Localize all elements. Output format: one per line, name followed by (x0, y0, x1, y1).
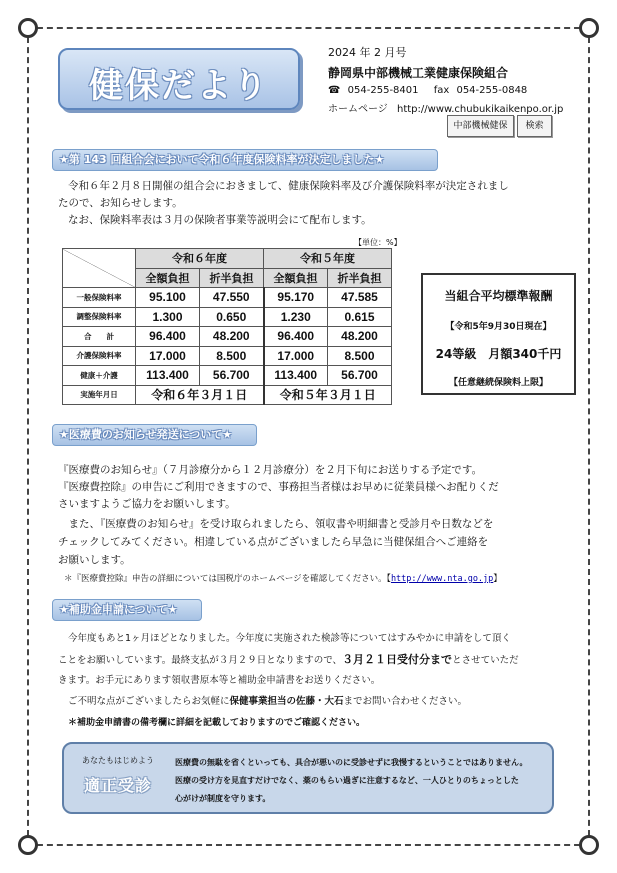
contact-person: 保健事業担当の佐藤・大石 (229, 696, 344, 707)
proper-visit-line-1: 医療費の無駄を省くといっても、具合が悪いのに受診せずに我慢するということではありません。 (175, 758, 528, 767)
table-cell: 48.200 (328, 327, 392, 347)
table-cell: 113.400 (264, 366, 328, 386)
table-cell: 17.000 (136, 346, 200, 366)
row-label: 一般保険料率 (63, 288, 136, 308)
section-heading-subsidy: ★補助金申請について★ (52, 599, 202, 621)
effective-date: 令和５年３月１日 (264, 385, 392, 405)
proper-visit-tag: あなたもはじめよう (82, 756, 154, 765)
rate-table (62, 248, 392, 405)
contact-line (328, 85, 531, 96)
table-cell: 113.400 (136, 366, 200, 386)
proper-visit-line-3: 心がけが制度を守ります。 (175, 794, 271, 803)
medical-note-text: ＊『医療費控除』申告の詳細については国税庁のホームページを確認してください。 (64, 574, 387, 584)
fax-label: fax (433, 85, 450, 96)
proper-visit-box (62, 742, 554, 814)
column-header: 全額負担 (264, 268, 328, 288)
fax-number: 054-255-0848 (456, 85, 528, 96)
table-cell: 95.100 (136, 288, 200, 308)
subsidy-line-1: 今年度もあと1ヶ月ほどとなりました。今年度に実施された検診等についてはすみやかに申請をして頂く (68, 633, 511, 644)
masthead-banner (58, 48, 300, 110)
medical-line-2: 『医療費控除』の申告にご利用できますので、事務担当者様はお早めに従業員様へお配りくだ (58, 481, 499, 493)
medical-note: ＊『医療費控除』申告の詳細については国税庁のホームページを確認してください。【http://www.nta.go.jp】 (64, 574, 502, 584)
rates-paragraph-1b: たので、お知らせします。 (58, 197, 183, 209)
table-row (63, 288, 392, 308)
table-cell: 56.700 (200, 366, 264, 386)
table-cell: 56.700 (328, 366, 392, 386)
subsidy-line-3: きます。お手元にあります領収書原本等と補助金申請書をお送りください。 (58, 675, 381, 686)
rates-paragraph-2: なお、保険料率表は３月の保険者事業等説明会にて配布します。 (68, 214, 372, 226)
homepage-url[interactable]: http://www.chubukikaikenpo.or.jp (397, 104, 564, 115)
table-cell: 0.650 (200, 307, 264, 327)
subsidy-line-2 (58, 651, 519, 669)
subsidy-line-2c: とさせていただ (452, 655, 519, 666)
corner-ornament (579, 835, 599, 855)
table-cell: 8.500 (200, 346, 264, 366)
table-cell: 8.500 (328, 346, 392, 366)
proper-visit-badge: 適正受診 (84, 776, 153, 795)
rates-paragraph-1a: 令和６年２月８日開催の組合会におきまして、健康保険料率及び介護保険料率が決定されまし (68, 180, 509, 192)
nta-link[interactable]: http://www.nta.go.jp (390, 574, 494, 584)
column-header: 全額負担 (136, 268, 200, 288)
issue-date: 2024 年 2 月号 (328, 46, 407, 59)
unit-label: 【単位：%】 (354, 238, 402, 247)
table-cell: 96.400 (136, 327, 200, 347)
search-keyword-box[interactable]: 中部機械健保 (447, 115, 514, 137)
table-row (63, 346, 392, 366)
table-cell: 96.400 (264, 327, 328, 347)
table-cell: 95.170 (264, 288, 328, 308)
table-cell: 1.300 (136, 307, 200, 327)
row-label: 調整保険料率 (63, 307, 136, 327)
homepage-line (328, 100, 569, 115)
table-row (63, 385, 392, 405)
table-row (63, 366, 392, 386)
corner-ornament (18, 18, 38, 38)
medical-line-6: お願いします。 (58, 554, 131, 566)
medical-line-1: 『医療費のお知らせ』（７月診療分から１２月診療分）を２月下旬にお送りする予定です。 (58, 464, 483, 476)
corner-ornament (579, 18, 599, 38)
average-box-title: 当組合平均標準報酬 (444, 289, 553, 303)
column-header: 折半負担 (328, 268, 392, 288)
proper-visit-line-2: 医療の受け方を見直すだけでなく、薬のもらい過ぎに注意するなど、一人ひとりのちょっとした (175, 776, 519, 785)
medical-line-3: さいますようご協力をお願いします。 (58, 498, 236, 510)
homepage-label: ホームページ (328, 104, 388, 115)
column-header: 折半負担 (200, 268, 264, 288)
subsidy-line-4a: ご不明な点がございましたらお気軽に (68, 696, 230, 707)
average-box-date: 【令和5年9月30日現在】 (445, 322, 552, 332)
year-header: 令和６年度 (136, 249, 264, 269)
table-cell: 48.200 (200, 327, 264, 347)
row-label: 介護保険料率 (63, 346, 136, 366)
subsidy-line-4 (68, 693, 467, 710)
table-row (63, 307, 392, 327)
table-cell: 47.550 (200, 288, 264, 308)
table-cell: 47.585 (328, 288, 392, 308)
section-heading-rates: ★第 143 回組合会において令和６年度保険料率が決定しました★ (52, 149, 438, 171)
section-heading-medical-notice: ★医療費のお知らせ発送について★ (52, 424, 257, 446)
average-salary-box (421, 273, 576, 395)
tel-number: 054-255-8401 (347, 85, 419, 96)
row-label: 実施年月日 (63, 385, 136, 405)
medical-line-5: チェックしてみてください。相違している点がございましたら早急に当健保組合へご連絡を (58, 536, 489, 548)
subsidy-note: ＊補助金申請書の備考欄に詳細を記載しておりますのでご確認ください。 (68, 718, 366, 728)
average-box-cap: 【任意継続保険料上限】 (448, 378, 548, 388)
year-header: 令和５年度 (264, 249, 392, 269)
average-box-value: 24等級 月額340千円 (435, 347, 562, 361)
table-corner-cell (63, 249, 136, 288)
effective-date: 令和６年３月１日 (136, 385, 264, 405)
table-cell: 1.230 (264, 307, 328, 327)
phone-icon: ☎ (328, 85, 341, 96)
table-row (63, 327, 392, 347)
row-label: 健康＋介護 (63, 366, 136, 386)
medical-line-4: また、『医療費のお知らせ』を受け取られましたら、領収書や明細書と受診月や日数などを (58, 518, 494, 530)
table-cell: 17.000 (264, 346, 328, 366)
search-button[interactable]: 検索 (517, 115, 552, 137)
subsidy-line-4c: までお問い合わせください。 (343, 696, 468, 707)
deadline-emphasis: ３月２１日受付分まで (342, 653, 453, 666)
masthead-title: 健保だより (89, 66, 269, 106)
table-cell: 0.615 (328, 307, 392, 327)
organization-name: 静岡県中部機械工業健康保険組合 (328, 66, 509, 80)
row-label: 合 計 (63, 327, 136, 347)
corner-ornament (18, 835, 38, 855)
subsidy-line-2a: ことをお願いしています。最終支払が３月２９日となりますので、 (58, 655, 343, 666)
